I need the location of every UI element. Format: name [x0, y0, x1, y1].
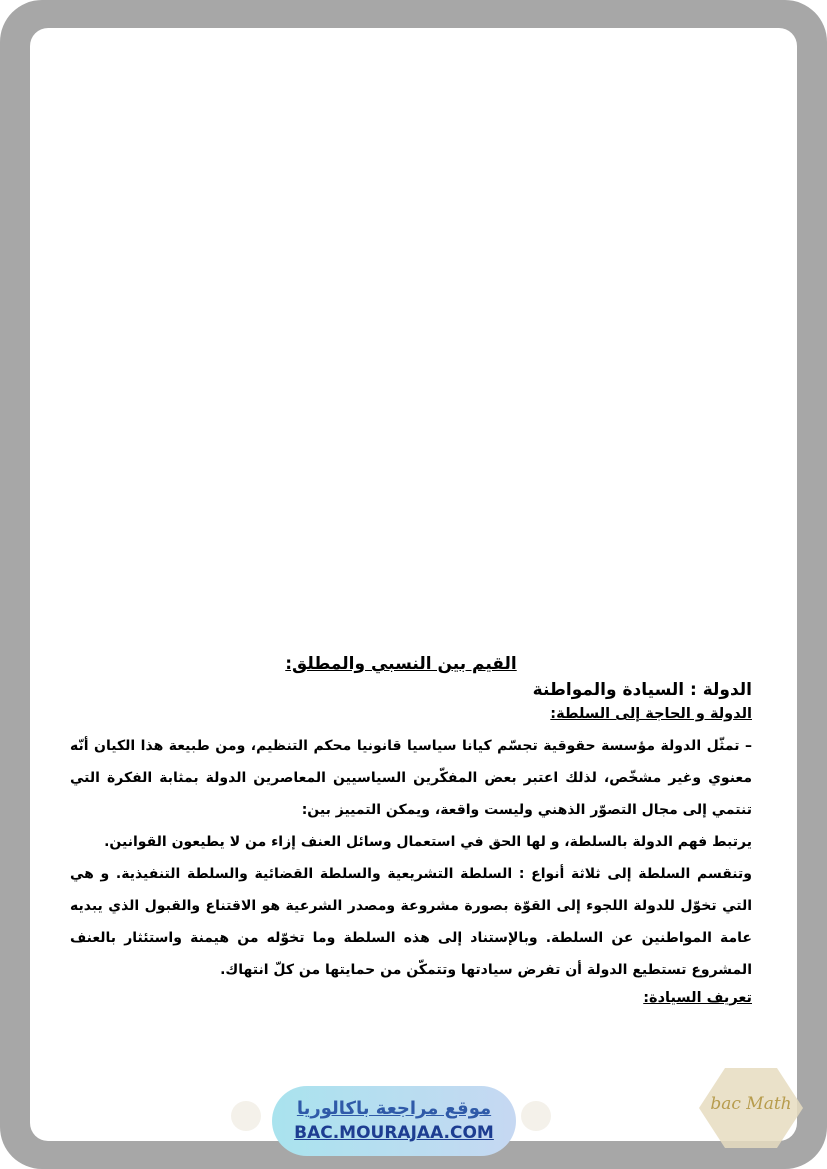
- left-site-logo: [231, 1101, 261, 1131]
- watermark-text: bac Math: [710, 1094, 792, 1114]
- subheading-sovereignty: تعريف السيادة:: [643, 990, 752, 1006]
- subheading-state-power: الدولة و الحاجة إلى السلطة:: [550, 706, 752, 722]
- site-url[interactable]: BAC.MOURAJAA.COM: [294, 1123, 494, 1143]
- site-banner[interactable]: [272, 1086, 516, 1156]
- paragraph-power-violence: يرتبط فهم الدولة بالسلطة، و لها الحق في استعمال وسائل العنف إزاء من لا يطيعون القوانين.: [104, 834, 752, 850]
- paragraph-powers-types: وتنقسم السلطة إلى ثلاثة أنواع : السلطة التشريعية والسلطة القضائية والسلطة التنفيذية. و هي التي تخوّل للدولة اللجوء إلى القوّة بصورة مشروعة ومصدر الشرعية هو الاقتناع والقبول الذي يبديه عامة المواطنين عن السلطة. وبالإستناد إلى هذه السلطة وما تخوّله من هيمنة واستئثار بالعنف المشروع تستطيع الدولة أن تفرض سيادتها وتتمكّن من حمايتها من كلّ انتهاك.: [70, 866, 752, 978]
- site-name-ar[interactable]: موقع مراجعة باكالوريا: [296, 1098, 492, 1119]
- document-content: [70, 654, 752, 1014]
- section-heading: الدولة : السيادة والمواطنة: [532, 680, 752, 700]
- paragraph-state-definition: – تمثّل الدولة مؤسسة حقوقية تجسّم كيانا سياسيا قانونيا محكم التنظيم، ومن طبيعة هذا الكيان أنّه معنوي وغير مشخّص، لذلك اعتبر بعض المفكّرين السياسيين المعاصرين الدولة بمثابة الفكرة التي تنتمي إلى مجال التصوّر الذهني وليست واقعة، ويمكن التمييز بين:: [70, 738, 752, 818]
- bac-math-watermark: [699, 1068, 803, 1148]
- right-site-logo: [521, 1101, 551, 1131]
- lesson-title: القيم بين النسبي والمطلق:: [285, 654, 517, 674]
